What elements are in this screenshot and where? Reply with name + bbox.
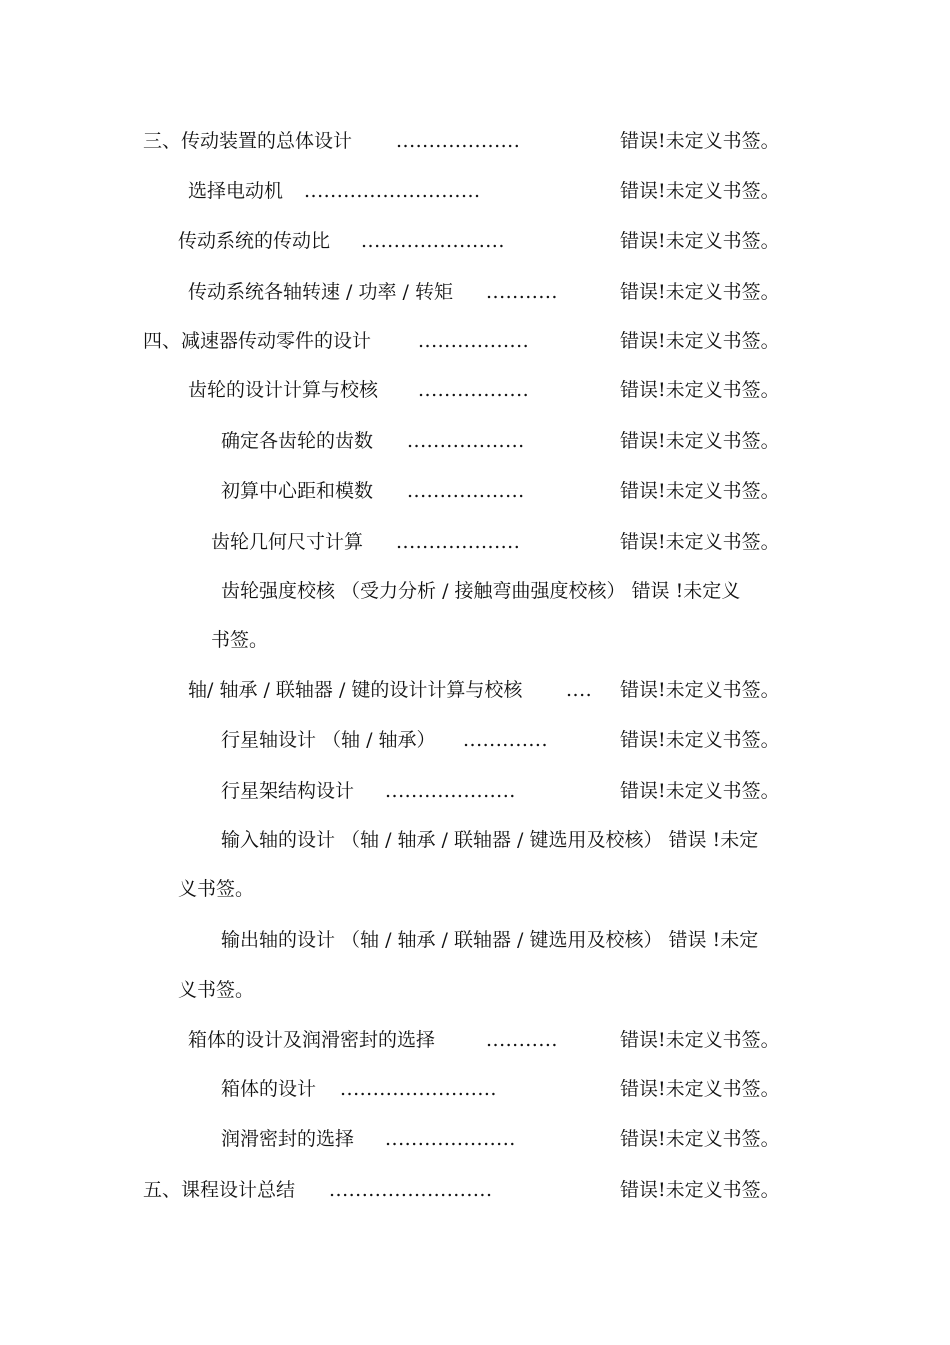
toc-page-ref: 错误!未定义书签。 (620, 330, 780, 352)
toc-entry-title: 润滑密封的选择 (221, 1128, 355, 1150)
toc-leader-dots: ................. (418, 330, 530, 352)
toc-entry-continuation-text: 义书签。 (178, 979, 255, 1001)
toc-leader-dots: ............. (463, 729, 549, 751)
toc-entry-title: 五、课程设计总结 (143, 1179, 296, 1201)
toc-page-ref: 错误!未定义书签。 (620, 531, 780, 553)
toc-leader-dots: .................... (385, 780, 516, 802)
toc-entry-wrapped[interactable] (221, 928, 758, 952)
toc-page-ref: 错误!未定义书签。 (620, 1029, 780, 1051)
toc-entry-title: 输入轴的设计 （轴 / 轴承 / 联轴器 / 键选用及校核） 错误 !未定 (221, 829, 759, 851)
toc-leader-dots: ......................... (329, 1179, 493, 1201)
toc-entry-title: 传动系统各轴转速 / 功率 / 转矩 (188, 281, 453, 303)
toc-leader-dots: ........... (486, 1029, 558, 1051)
toc-entry-title: 箱体的设计 (221, 1078, 317, 1100)
toc-leader-dots: ................. (418, 379, 530, 401)
toc-leader-dots: ........... (486, 281, 558, 303)
toc-entry-title: 齿轮的设计计算与校核 (188, 379, 379, 401)
toc-leader-dots: .................... (385, 1128, 516, 1150)
toc-leader-dots: .................. (407, 430, 525, 452)
toc-leader-dots: ...................... (361, 230, 505, 252)
toc-entry-title: 初算中心距和模数 (221, 480, 374, 502)
toc-page-ref: 错误!未定义书签。 (620, 379, 780, 401)
toc-entry-title: 轴/ 轴承 / 联轴器 / 键的设计计算与校核 (188, 679, 523, 701)
toc-entry-title: 输出轴的设计 （轴 / 轴承 / 联轴器 / 键选用及校核） 错误 !未定 (221, 929, 759, 951)
toc-entry-title: 行星轴设计 （轴 / 轴承） (221, 729, 436, 751)
toc-leader-dots: .................. (407, 480, 525, 502)
toc-page-ref: 错误!未定义书签。 (620, 780, 780, 802)
toc-entry-wrapped[interactable] (221, 579, 740, 603)
toc-page-ref: 错误!未定义书签。 (620, 679, 780, 701)
toc-leader-dots: .... (566, 679, 593, 701)
toc-page-ref: 错误!未定义书签。 (620, 1179, 780, 1201)
toc-entry-title: 传动系统的传动比 (178, 230, 331, 252)
toc-entry-title: 确定各齿轮的齿数 (221, 430, 374, 452)
toc-page-ref: 错误!未定义书签。 (620, 230, 780, 252)
toc-entry-title: 选择电动机 (188, 180, 284, 202)
toc-entry-continuation (178, 877, 254, 901)
toc-entry-title: 齿轮强度校核 （受力分析 / 接触弯曲强度校核） 错误 !未定义 (221, 580, 741, 602)
toc-page-ref: 错误!未定义书签。 (620, 281, 780, 303)
toc-page-ref: 错误!未定义书签。 (620, 1128, 780, 1150)
toc-page-ref: 错误!未定义书签。 (620, 1078, 780, 1100)
toc-entry-continuation (211, 628, 268, 652)
toc-page-ref: 错误!未定义书签。 (620, 180, 780, 202)
toc-page-ref: 错误!未定义书签。 (620, 729, 780, 751)
toc-entry-title: 箱体的设计及润滑密封的选择 (188, 1029, 436, 1051)
toc-entry-continuation-text: 书签。 (211, 629, 269, 651)
toc-entry-title: 行星架结构设计 (221, 780, 355, 802)
toc-entry-wrapped[interactable] (221, 828, 758, 852)
toc-leader-dots: ................... (396, 531, 521, 553)
toc-leader-dots: ................... (396, 130, 521, 152)
toc-entry-title: 齿轮几何尺寸计算 (211, 531, 364, 553)
toc-leader-dots: ........................ (340, 1078, 497, 1100)
toc-entry-title: 三、传动装置的总体设计 (143, 130, 353, 152)
toc-entry-title: 四、减速器传动零件的设计 (143, 330, 372, 352)
toc-entry-continuation-text: 义书签。 (178, 878, 255, 900)
toc-entry-continuation (178, 978, 254, 1002)
toc-page-ref: 错误!未定义书签。 (620, 480, 780, 502)
toc-leader-dots: ........................... (304, 180, 481, 202)
toc-page-ref: 错误!未定义书签。 (620, 130, 780, 152)
toc-page-ref: 错误!未定义书签。 (620, 430, 780, 452)
